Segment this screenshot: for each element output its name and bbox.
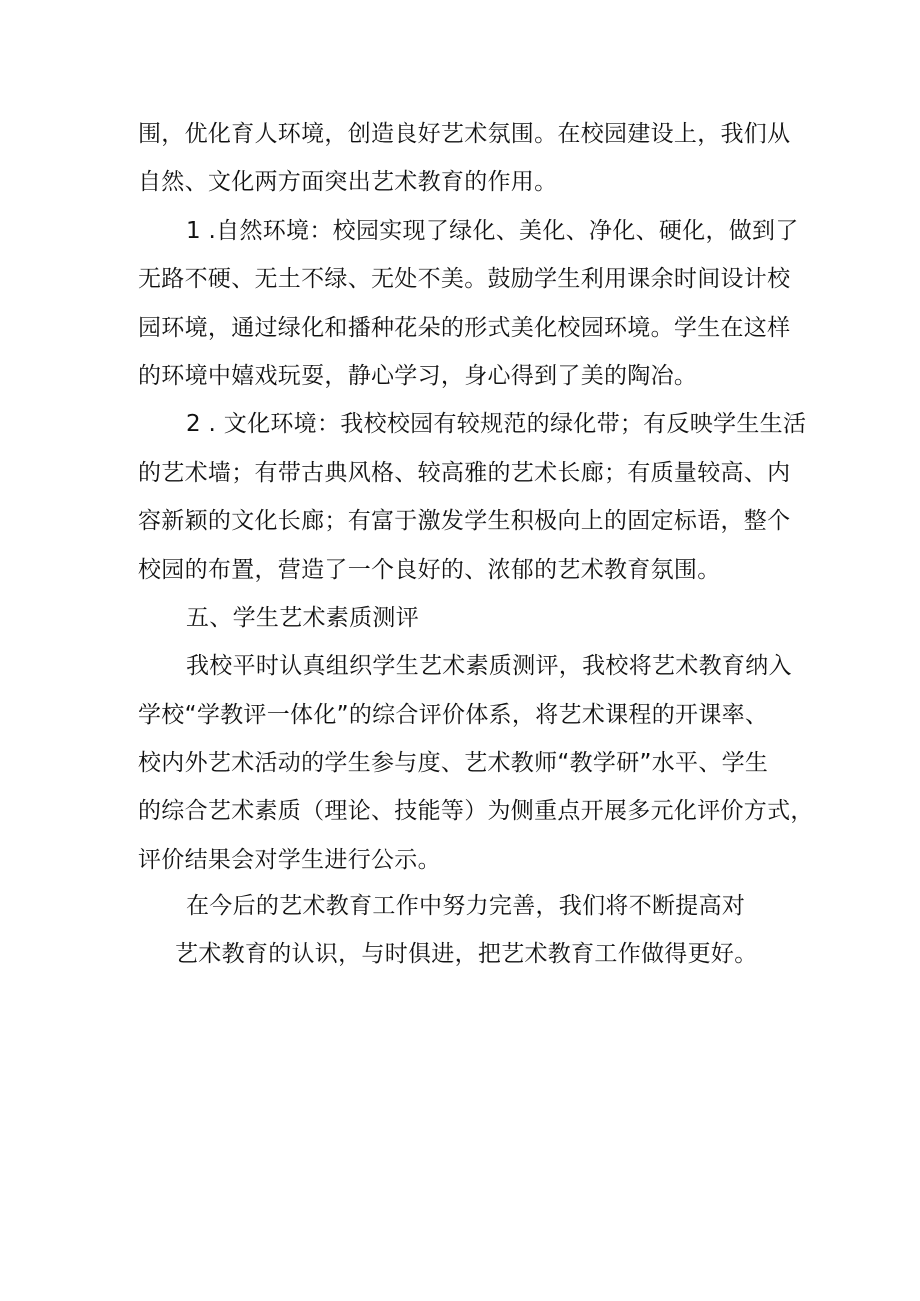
section-heading: 五、学生艺术素质测评: [186, 604, 419, 631]
document-body: [138, 110, 814, 884]
text-line: 评价结果会对学生进行公示。: [138, 846, 441, 873]
text-line: 艺术教育的认识，与时俱进，把艺术教育工作做得更好。: [175, 941, 758, 967]
text-line: 围，优化育人环境，创造良好艺术氛围。在校园建设上，我们从: [138, 121, 791, 147]
paragraph-closing: [138, 882, 818, 978]
text-line: 校园的布置，营造了一个良好的、浓郁的艺术教育氛围。: [138, 556, 721, 583]
text-line: 的艺术墙；有带古典风格、较高雅的艺术长廊；有质量较高、内: [138, 459, 791, 486]
text-line: 学校“学教评一体化”的综合评价体系，将艺术课程的开课率、: [138, 701, 769, 728]
text-line: 1 .自然环境：校园实现了绿化、美化、净化、硬化，做到了: [186, 217, 799, 244]
text-line: 我校平时认真组织学生艺术素质测评，我校将艺术教育纳入: [186, 653, 792, 680]
paragraph-assessment: [138, 642, 814, 884]
paragraph-campus-intro: [138, 110, 810, 207]
text-line: 的综合艺术素质（理论、技能等）为侧重点开展多元化评价方式，: [138, 798, 814, 825]
text-line: 容新颖的文化长廊；有富于激发学生积极向上的固定标语，整个: [138, 508, 791, 535]
text-line: 自然、文化两方面突出艺术教育的作用。: [138, 169, 558, 196]
text-line: 园环境，通过绿化和播种花朵的形式美化校园环境。学生在这样: [138, 314, 791, 341]
paragraph-cultural-environment: [138, 400, 810, 594]
text-line: 无路不硬、无土不绿、无处不美。鼓励学生利用课余时间设计校: [138, 266, 791, 293]
text-line: 校内外艺术活动的学生参与度、艺术教师“教学研”水平、学生: [138, 750, 769, 777]
text-line: 在今后的艺术教育工作中努力完善，我们将不断提高对: [186, 893, 746, 919]
text-line: 的环境中嬉戏玩耍，静心学习，身心得到了美的陶冶。: [138, 362, 698, 389]
section-heading-assessment: [138, 594, 810, 642]
paragraph-natural-environment: [138, 207, 810, 401]
text-line: 2 . 文化环境：我校校园有较规范的绿化带；有反映学生生活: [186, 411, 807, 438]
